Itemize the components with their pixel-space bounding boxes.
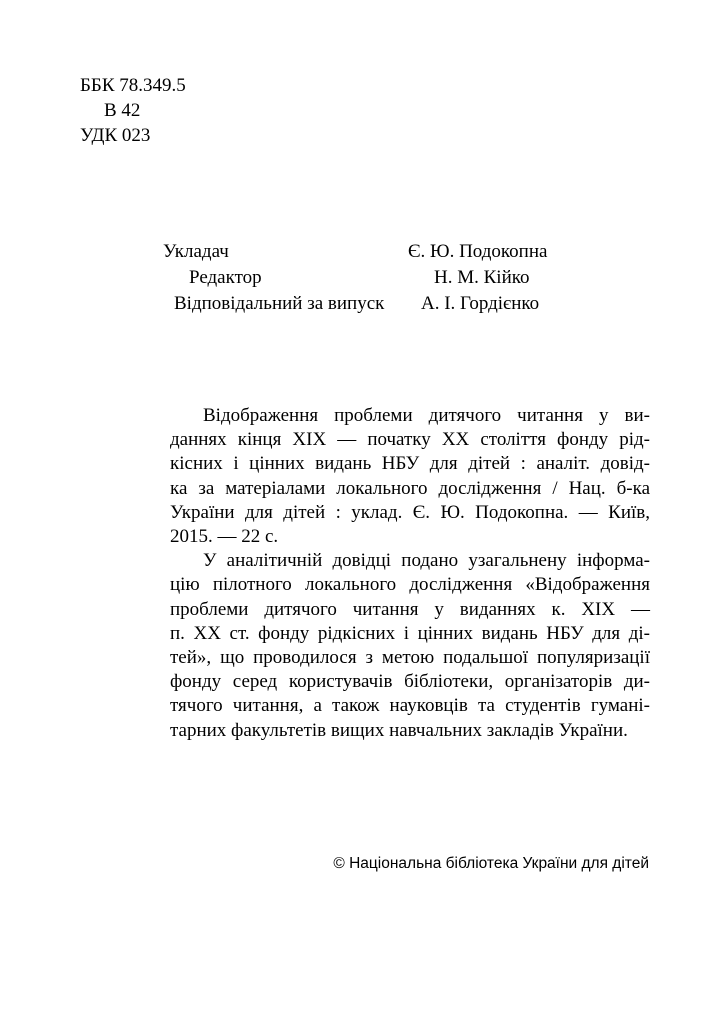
credit-row-compiler — [163, 239, 583, 265]
bibliographic-description — [170, 404, 650, 549]
credit-role: Укладач — [163, 241, 229, 262]
annotation-line: тей», що проводилося з метою подальшої популяризації — [170, 647, 650, 669]
annotation-line: фонду серед користувачів бібліотеки, організаторів ди- — [170, 671, 650, 693]
bibliographic-line: України для дітей : уклад. Є. Ю. Подокопна. — Київ, — [170, 501, 650, 523]
udk-code: УДК 023 — [80, 125, 151, 146]
bibliographic-line: даннях кінця XIX — початку XX століття фонду рід- — [170, 429, 650, 451]
bibliographic-line: кісних і цінних видань НБУ для дітей : аналіт. довід- — [170, 453, 650, 475]
annotation-line: У аналітичній довідці подано узагальнену інформа- — [203, 550, 650, 572]
credit-role: Редактор — [189, 267, 262, 288]
bibliographic-line: ка за матеріалами локального дослідження / Нац. б-ка — [170, 477, 650, 499]
credits-block — [163, 239, 583, 317]
author-mark: В 42 — [104, 100, 141, 121]
abstract-block — [170, 404, 650, 743]
annotation — [170, 549, 650, 743]
credit-name: Є. Ю. Подокопна — [408, 241, 548, 262]
copyright-notice: © Національна бібліотека України для дітей — [333, 855, 649, 872]
credit-row-editor — [163, 265, 583, 291]
classification-codes — [80, 73, 186, 148]
credit-row-responsible — [163, 291, 583, 317]
credit-name: А. І. Гордієнко — [421, 293, 540, 314]
credit-name: Н. М. Кійко — [434, 267, 530, 288]
annotation-line: п. XX ст. фонду рідкісних і цінних видань НБУ для ді- — [170, 622, 650, 644]
annotation-line: проблеми дитячого читання у виданнях к. XIX — — [170, 598, 650, 620]
annotation-line: цію пілотного локального дослідження «Відображення — [170, 574, 650, 596]
annotation-line: тарних факультетів вищих навчальних закладів України. — [170, 719, 628, 741]
credit-role: Відповідальний за випуск — [174, 293, 385, 314]
annotation-line: тячого читання, а також науковців та студентів гумані- — [170, 695, 650, 717]
bibliographic-line: Відображення проблеми дитячого читання у ви- — [203, 405, 650, 426]
bbk-code: ББК 78.349.5 — [80, 75, 186, 96]
bibliographic-line: 2015. — 22 с. — [170, 526, 279, 548]
